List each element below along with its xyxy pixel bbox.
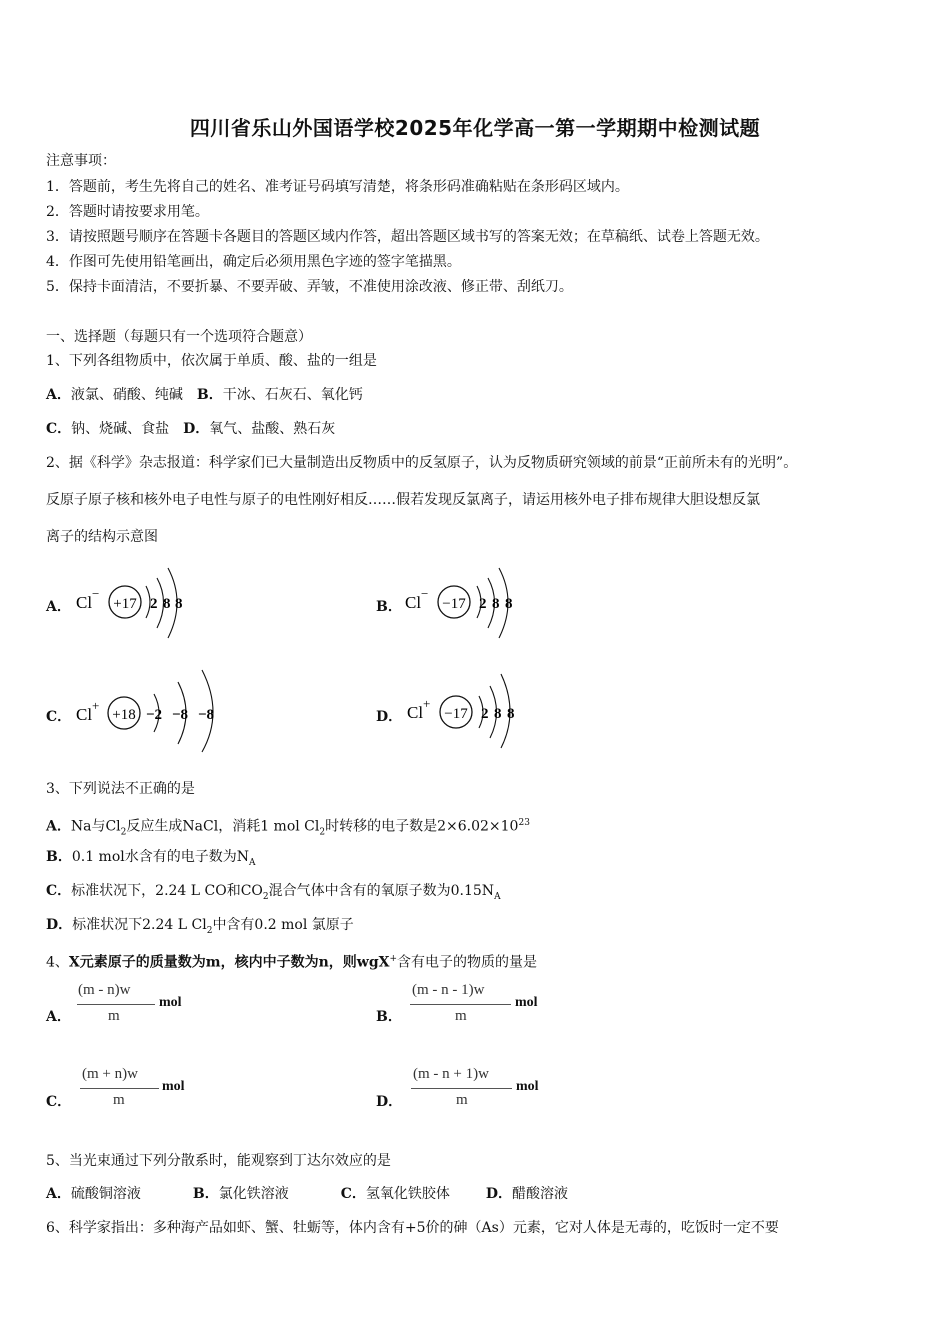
option-label: A．: [46, 1186, 71, 1202]
shell-electrons: 8: [505, 596, 513, 612]
question-1-options-ab: [46, 386, 363, 404]
ion-symbol: Cl: [76, 593, 93, 612]
notice-item: 3．请按照题号顺序在答题卡各题目的答题区域内作答，超出答题区域书写的答案无效；在草稿纸、试卷上答题无效。: [46, 229, 769, 245]
option-label: B．: [192, 1186, 219, 1202]
numerator: (m - n - 1)w: [412, 982, 485, 998]
option-label: C．: [46, 1094, 72, 1110]
ion-charge: −: [92, 586, 100, 601]
option-label: D．: [376, 709, 403, 725]
subscript: A: [494, 891, 501, 902]
shell-electrons: 8: [507, 706, 515, 722]
unit: mol: [162, 1079, 185, 1094]
text: X元素原子的质量数为m，核内中子数为n，则wgX: [68, 954, 390, 971]
option-label: C．: [46, 709, 72, 725]
fraction-bar: [77, 1004, 155, 1005]
numerator: (m - n)w: [78, 982, 131, 998]
shell-electrons: 2: [481, 706, 489, 722]
nucleus-charge: +18: [112, 707, 136, 723]
nucleus-charge: −17: [442, 596, 466, 612]
ion-symbol: Cl: [76, 705, 93, 724]
text: 0.1 mol水含有的电子数为N: [71, 849, 249, 865]
text: 混合气体中含有的氧原子数为0.15N: [268, 883, 495, 899]
question-2-line: 离子的结构示意图: [46, 529, 158, 545]
option-label: C．: [46, 421, 72, 437]
notice-item: 2．答题时请按要求用笔。: [46, 204, 209, 220]
notice-item: 4．作图可先使用铅笔画出，确定后必须用黑色字迹的签字笔描黑。: [46, 254, 461, 270]
ion-symbol: Cl: [407, 703, 424, 722]
shell-electrons: 2: [150, 596, 158, 612]
option-label: A．: [46, 599, 71, 615]
q3-option-a: [46, 814, 530, 841]
text: 标准状况下，2.24 L CO和CO: [71, 883, 263, 899]
option-label: B．: [196, 387, 223, 403]
diagram-a: [74, 558, 204, 644]
option-label: A．: [46, 387, 71, 403]
question-2-line: 2、据《科学》杂志报道：科学家们已大量制造出反物质中的反氢原子，认为反物质研究领域的前景“正前所未有的光明”。: [46, 455, 798, 471]
numerator: (m - n + 1)w: [413, 1066, 489, 1082]
subscript: 2: [262, 891, 269, 902]
text: 含有电子的物质的量是: [397, 954, 538, 971]
diagram-b: [403, 558, 533, 644]
q5-option-b: 氯化铁溶液: [218, 1186, 289, 1202]
option-label: D．: [376, 1094, 403, 1110]
text: 中含有0.2 mol 氯原子: [212, 917, 354, 933]
q5-option-c: 氢氧化铁胶体: [365, 1186, 450, 1202]
denominator: m: [455, 1008, 467, 1024]
subscript: 2: [120, 827, 127, 838]
question-6-stem: 6、科学家指出：多种海产品如虾、蟹、牡蛎等，体内含有+5价的砷（As）元素，它对人体是无毒的，吃饭时一定不要: [46, 1220, 779, 1236]
superscript: +: [389, 954, 398, 964]
text: 标准状况下2.24 L Cl: [72, 917, 207, 933]
option-label: B．: [376, 1009, 402, 1025]
notice-item: 1．答题前，考生先将自己的姓名、准考证号码填写清楚，将条形码准确粘贴在条形码区域内。: [46, 179, 629, 195]
q1-option-b: 干冰、石灰石、氧化钙: [222, 387, 363, 403]
option-label: A．: [46, 818, 71, 835]
q3-option-b: [46, 848, 256, 872]
shell-electrons: 8: [494, 706, 502, 722]
text: Na与Cl: [70, 818, 121, 835]
question-5-options: [46, 1185, 568, 1203]
question-4-stem: [46, 950, 537, 972]
option-label: B．: [376, 599, 402, 615]
diagram-d: [405, 664, 535, 754]
nucleus-charge: −17: [444, 706, 468, 722]
unit: mol: [515, 995, 538, 1010]
option-label: C．: [340, 1186, 366, 1202]
denominator: m: [456, 1092, 468, 1108]
shell-electrons: 8: [492, 596, 500, 612]
option-label: B．: [46, 849, 72, 865]
question-2-line: 反原子原子核和核外电子电性与原子的电性刚好相反……假若发现反氯离子，请运用核外电子排布规律大胆设想反氯: [46, 492, 760, 508]
fraction-bar: [411, 1088, 512, 1089]
diagram-c: [74, 664, 244, 754]
ion-charge: +: [423, 696, 431, 711]
subscript: 2: [206, 925, 213, 936]
question-1-stem: 1、下列各组物质中，依次属于单质、酸、盐的一组是: [46, 353, 377, 369]
notice-item: 5．保持卡面清洁，不要折暴、不要弄破、弄皱，不准使用涂改液、修正带、刮纸刀。: [46, 279, 573, 295]
unit: mol: [516, 1079, 539, 1094]
q3-option-c: [46, 882, 501, 906]
shell-electrons: 8: [175, 596, 183, 612]
q4-option-a-fraction: [77, 982, 197, 1032]
subscript: A: [249, 857, 256, 868]
text: 反应生成NaCl，消耗1 mol Cl: [126, 818, 320, 835]
superscript: 23: [518, 818, 530, 828]
option-label: C．: [46, 883, 72, 899]
q3-option-d: [46, 916, 354, 940]
option-label: D．: [485, 1186, 513, 1202]
denominator: m: [108, 1008, 120, 1024]
option-label: A．: [46, 1009, 71, 1025]
shell-electrons: −8: [172, 707, 189, 723]
q5-option-d: 醋酸溶液: [512, 1186, 569, 1202]
fraction-bar: [410, 1004, 511, 1005]
page-title: 四川省乐山外国语学校2025年化学高一第一学期期中检测试题: [189, 116, 761, 140]
unit: mol: [159, 995, 182, 1010]
text: 4、: [46, 954, 69, 971]
denominator: m: [113, 1092, 125, 1108]
q5-option-a: 硫酸铜溶液: [70, 1186, 141, 1202]
q4-option-b-fraction: [410, 982, 560, 1032]
ion-charge: −: [421, 586, 429, 601]
numerator: (m + n)w: [82, 1066, 138, 1082]
ion-symbol: Cl: [405, 593, 422, 612]
nucleus-charge: +17: [113, 596, 137, 612]
q4-option-c-fraction: [80, 1066, 200, 1116]
question-5-stem: 5、当光束通过下列分散系时，能观察到丁达尔效应的是: [46, 1153, 391, 1169]
q1-option-c: 钠、烧碱、食盐: [71, 421, 170, 437]
q4-option-d-fraction: [411, 1066, 561, 1116]
q1-option-a: 液氯、硝酸、纯碱: [70, 387, 183, 403]
question-1-options-cd: [46, 420, 335, 438]
shell-electrons: −2: [146, 707, 163, 723]
text: 时转移的电子数是2×6.02×10: [325, 818, 519, 835]
subscript: 2: [319, 827, 326, 838]
option-label: D．: [183, 421, 210, 437]
question-3-stem: 3、下列说法不正确的是: [46, 781, 195, 797]
notice-heading: 注意事项：: [46, 153, 116, 169]
shell-electrons: 8: [163, 596, 171, 612]
q1-option-d: 氧气、盐酸、熟石灰: [209, 421, 336, 437]
fraction-bar: [80, 1088, 159, 1089]
shell-electrons: 2: [479, 596, 487, 612]
ion-charge: +: [92, 698, 100, 713]
shell-electrons: −8: [198, 707, 215, 723]
option-label: D．: [46, 917, 73, 933]
section-heading: 一、选择题（每题只有一个选项符合题意）: [46, 329, 312, 345]
